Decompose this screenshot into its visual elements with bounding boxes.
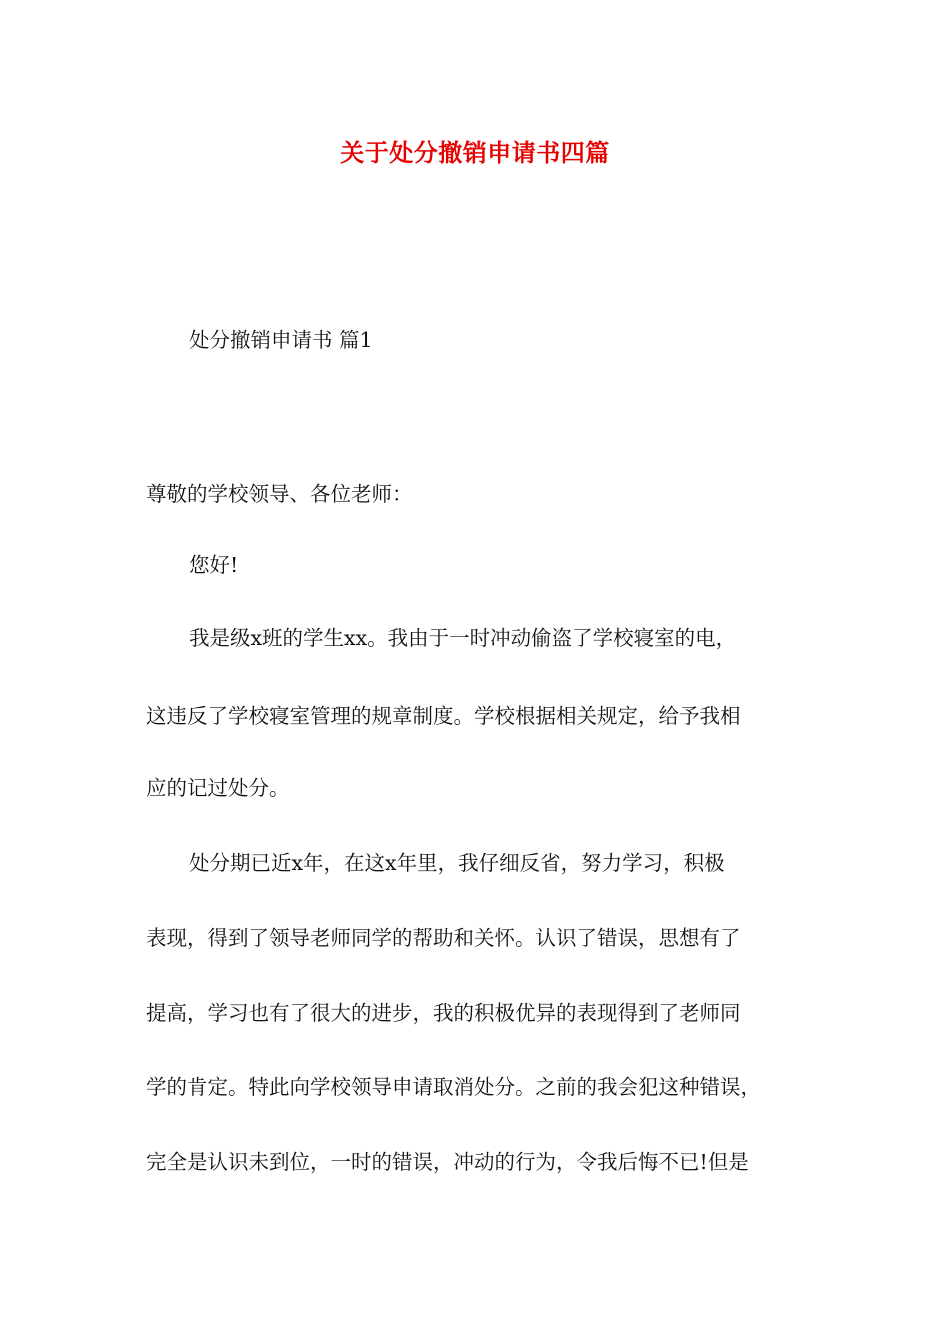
paragraph-line: 学的肯定。特此向学校领导申请取消处分。之前的我会犯这种错误， (146, 1075, 761, 1099)
paragraph-line: 表现，得到了领导老师同学的帮助和关怀。认识了错误，思想有了 (146, 926, 741, 950)
paragraph-line: 我是级x班的学生xx。我由于一时冲动偷盗了学校寝室的电， (189, 626, 737, 650)
document-title: 关于处分撤销申请书四篇 (340, 138, 610, 167)
paragraph-line: 处分期已近x年，在这x年里，我仔细反省，努力学习，积极 (189, 851, 725, 875)
section-heading: 处分撤销申请书 篇1 (189, 328, 373, 352)
paragraph-line: 这违反了学校寝室管理的规章制度。学校根据相关规定，给予我相 (146, 704, 741, 728)
greeting: 您好! (189, 553, 239, 577)
paragraph-line: 提高，学习也有了很大的进步，我的积极优异的表现得到了老师同 (146, 1001, 741, 1025)
salutation: 尊敬的学校领导、各位老师： (146, 482, 413, 506)
paragraph-line: 应的记过处分。 (146, 776, 290, 800)
paragraph-line: 完全是认识未到位，一时的错误，冲动的行为，令我后悔不已!但是 (146, 1150, 749, 1174)
